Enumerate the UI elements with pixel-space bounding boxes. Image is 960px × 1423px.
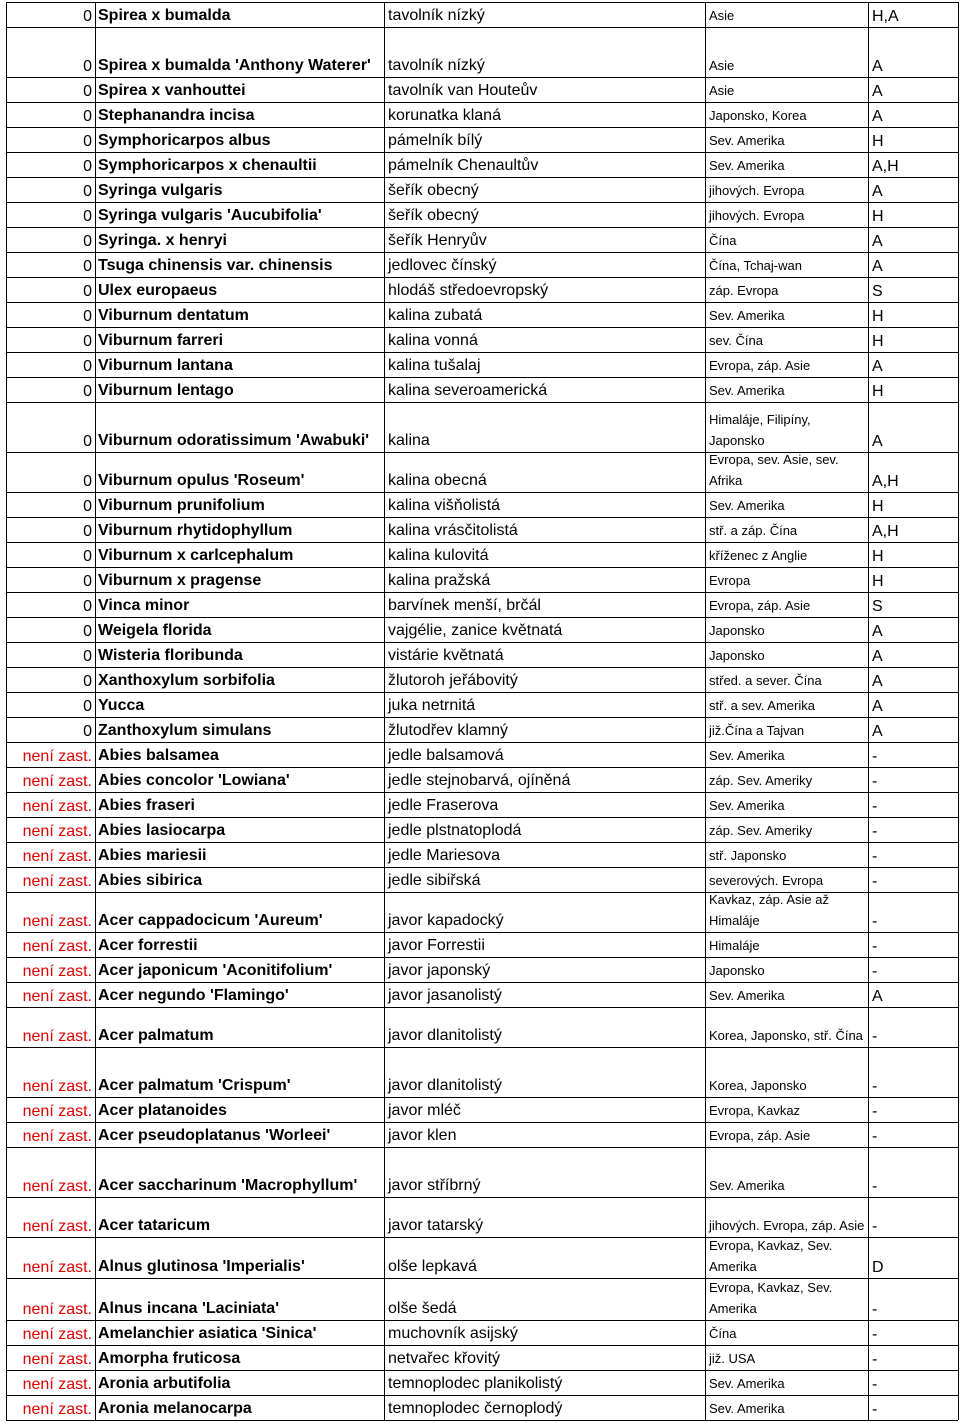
origin-cell: Evropa, záp. Asie [709,358,811,373]
status-cell: není zast. [22,1259,92,1276]
origin-cell: Japonsko [709,963,765,978]
status-cell: není zast. [22,988,92,1005]
origin-cell: kříženec z Anglie [709,548,808,563]
czech-cell: javor dlanitolistý [388,1077,502,1094]
code-cell: A [872,698,883,715]
origin-cell: Korea, Japonsko [709,1078,807,1093]
status-cell: 0 [83,383,92,400]
table-row [0,867,960,892]
code-cell: - [872,823,878,840]
latin-cell: Aronia arbutifolia [98,1375,231,1392]
czech-cell: jedle stejnobarvá, ojíněná [388,772,571,789]
table-row [0,202,960,227]
table-row [0,1007,960,1047]
table-row [0,517,960,542]
table-row [0,2,960,27]
code-cell: H [872,333,884,350]
code-cell: A,H [872,473,899,490]
latin-cell: Abies lasiocarpa [98,822,226,839]
latin-cell: Viburnum x pragense [98,572,262,589]
origin-cell: Sev. Amerika [709,1401,785,1416]
czech-cell: vistárie květnatá [388,647,504,664]
table-row [0,932,960,957]
latin-cell: Viburnum rhytidophyllum [98,522,293,539]
status-cell: 0 [83,598,92,615]
origin-cell: Sev. Amerika [709,308,785,323]
latin-cell: Amorpha fruticosa [98,1350,241,1367]
latin-cell: Viburnum odoratissimum 'Awabuki' [98,432,370,449]
status-cell: 0 [83,623,92,640]
table-row [0,127,960,152]
table-row [0,1395,960,1420]
table-row [0,302,960,327]
latin-cell: Acer forrestii [98,937,198,954]
latin-cell: Acer pseudoplatanus 'Worleei' [98,1127,331,1144]
table-row [0,1278,960,1320]
czech-cell: jedle Mariesova [388,847,501,864]
origin-cell: Asie [709,83,735,98]
status-cell: není zast. [22,1301,92,1318]
latin-cell: Syringa. x henryi [98,232,227,249]
latin-cell: Alnus incana 'Laciniata' [98,1300,279,1317]
origin-cell: sev. Čína [709,333,763,348]
origin-cell: Čína [709,1326,737,1341]
table-row [0,1147,960,1197]
origin-cell: Čína [709,233,737,248]
latin-cell: Spirea x bumalda 'Anthony Waterer' [98,57,371,74]
status-cell: není zast. [22,773,92,790]
status-cell: není zast. [22,1218,92,1235]
status-cell: 0 [83,698,92,715]
status-cell: 0 [83,8,92,25]
origin-cell: stř. a záp. Čína [709,523,798,538]
code-cell: - [872,773,878,790]
code-cell: - [872,1376,878,1393]
code-cell: H [872,308,884,325]
czech-cell: žlutoroh jeřábovitý [388,672,518,689]
table-row [0,102,960,127]
table-row [0,227,960,252]
code-cell: A [872,623,883,640]
status-cell: 0 [83,573,92,590]
code-cell: - [872,1326,878,1343]
origin-cell: Evropa, Kavkaz, Sev. Amerika [709,1238,833,1274]
code-cell: A,H [872,158,899,175]
code-cell: - [872,1351,878,1368]
table-row [0,617,960,642]
czech-cell: javor Forrestii [388,937,485,954]
origin-cell: Sev. Amerika [709,748,785,763]
table-row [0,327,960,352]
origin-cell: Asie [709,8,735,23]
origin-cell: Sev. Amerika [709,158,785,173]
code-cell: A [872,358,883,375]
latin-cell: Viburnum prunifolium [98,497,265,514]
status-cell: není zast. [22,848,92,865]
origin-cell: jihových. Evropa, záp. Asie [709,1218,865,1233]
latin-cell: Abies balsamea [98,747,219,764]
latin-cell: Weigela florida [98,622,212,639]
czech-cell: šeřík obecný [388,207,479,224]
status-cell: 0 [83,333,92,350]
code-cell: S [872,598,883,615]
origin-cell: Sev. Amerika [709,383,785,398]
origin-cell: Evropa, Kavkaz [709,1103,801,1118]
status-cell: 0 [83,158,92,175]
table-row [0,692,960,717]
czech-cell: šeřík Henryův [388,232,487,249]
status-cell: 0 [83,208,92,225]
status-cell: 0 [83,523,92,540]
table-row [0,492,960,517]
latin-cell: Wisteria floribunda [98,647,243,664]
latin-cell: Acer palmatum 'Crispum' [98,1077,291,1094]
czech-cell: javor jasanolistý [388,987,502,1004]
origin-cell: Japonsko [709,623,765,638]
code-cell: - [872,1178,878,1195]
status-cell: 0 [83,233,92,250]
code-cell: - [872,1401,878,1418]
code-cell: A [872,648,883,665]
table-row [0,767,960,792]
czech-cell: javor japonský [388,962,491,979]
table-row [0,402,960,452]
status-cell: 0 [83,283,92,300]
status-cell: 0 [83,673,92,690]
latin-cell: Syringa vulgaris 'Aucubifolia' [98,207,322,224]
table-row [0,982,960,1007]
origin-cell: Sev. Amerika [709,798,785,813]
origin-cell: Himaláje [709,938,760,953]
czech-cell: kalina vonná [388,332,478,349]
origin-cell: již.Čína a Tajvan [709,723,805,738]
origin-cell: Evropa, záp. Asie [709,1128,811,1143]
table-row [0,1197,960,1237]
latin-cell: Acer negundo 'Flamingo' [98,987,289,1004]
czech-cell: temnoplodec planikolistý [388,1375,563,1392]
table-row [0,177,960,202]
origin-cell: severových. Evropa [709,873,824,888]
czech-cell: vajgélie, zanice květnatá [388,622,563,639]
status-cell: není zast. [22,1178,92,1195]
czech-cell: kalina pražská [388,572,491,589]
status-cell: není zast. [22,1028,92,1045]
status-cell: není zast. [22,1326,92,1343]
table-row [0,792,960,817]
table-row [0,1237,960,1278]
code-cell: H [872,133,884,150]
czech-cell: pámelník Chenaultův [388,157,539,174]
code-cell: A,H [872,523,899,540]
status-cell: 0 [83,108,92,125]
origin-cell: Evropa, sev. Asie, sev. Afrika [709,452,839,488]
origin-cell: jihových. Evropa [709,208,805,223]
status-cell: není zast. [22,1351,92,1368]
origin-cell: Asie [709,58,735,73]
table-row [0,1320,960,1345]
czech-cell: netvařec křovitý [388,1350,501,1367]
czech-cell: kalina vrásčitolistá [388,522,518,539]
latin-cell: Ulex europaeus [98,282,218,299]
table-row [0,892,960,932]
table-row [0,742,960,767]
status-cell: 0 [83,648,92,665]
code-cell: A [872,183,883,200]
table-row [0,352,960,377]
origin-cell: Sev. Amerika [709,133,785,148]
czech-cell: olše šedá [388,1300,457,1317]
czech-cell: javor dlanitolistý [388,1027,502,1044]
czech-cell: tavolník nízký [388,7,485,24]
code-cell: - [872,873,878,890]
code-cell: - [872,1078,878,1095]
code-cell: - [872,913,878,930]
czech-cell: kalina obecná [388,472,487,489]
latin-cell: Acer palmatum [98,1027,214,1044]
code-cell: H [872,573,884,590]
status-cell: není zast. [22,913,92,930]
origin-cell: Sev. Amerika [709,988,785,1003]
table-row [0,27,960,77]
code-cell: - [872,748,878,765]
origin-cell: Evropa [709,573,751,588]
origin-cell: záp. Evropa [709,283,779,298]
table-row [0,1345,960,1370]
origin-cell: záp. Sev. Ameriky [709,823,813,838]
czech-cell: tavolník nízký [388,57,485,74]
czech-cell: tavolník van Houteův [388,82,538,99]
czech-cell: barvínek menší, brčál [388,597,541,614]
czech-cell: jedle Fraserova [388,797,499,814]
status-cell: není zast. [22,938,92,955]
code-cell: - [872,848,878,865]
status-cell: 0 [83,473,92,490]
code-cell: D [872,1259,884,1276]
latin-cell: Zanthoxylum simulans [98,722,272,739]
code-cell: H,A [872,8,899,25]
origin-cell: Japonsko, Korea [709,108,807,123]
latin-cell: Viburnum farreri [98,332,224,349]
code-cell: A [872,433,883,450]
code-cell: - [872,963,878,980]
czech-cell: jedlovec čínský [388,257,497,274]
status-cell: 0 [83,83,92,100]
czech-cell: šeřík obecný [388,182,479,199]
czech-cell: juka netrnitá [388,697,476,714]
latin-cell: Abies fraseri [98,797,195,814]
czech-cell: hlodáš středoevropský [388,282,549,299]
status-cell: není zast. [22,823,92,840]
latin-cell: Acer platanoides [98,1102,227,1119]
table-row [0,667,960,692]
latin-cell: Alnus glutinosa 'Imperialis' [98,1258,305,1275]
status-cell: není zast. [22,1078,92,1095]
latin-cell: Viburnum x carlcephalum [98,547,294,564]
code-cell: A [872,83,883,100]
czech-cell: javor kapadocký [388,912,504,929]
origin-cell: Sev. Amerika [709,1178,785,1193]
table-row [0,252,960,277]
czech-cell: olše lepkavá [388,1258,477,1275]
latin-cell: Acer cappadocicum 'Aureum' [98,912,323,929]
origin-cell: střed. a sever. Čína [709,673,822,688]
status-cell: není zast. [22,1401,92,1418]
czech-cell: kalina kulovitá [388,547,489,564]
status-cell: není zast. [22,873,92,890]
czech-cell: javor mléč [388,1102,461,1119]
code-cell: - [872,1103,878,1120]
table-row [0,77,960,102]
table-row [0,277,960,302]
table-row [0,1047,960,1097]
latin-cell: Acer japonicum 'Aconitifolium' [98,962,333,979]
code-cell: A [872,988,883,1005]
table-row [0,957,960,982]
origin-cell: již. USA [709,1351,756,1366]
czech-cell: kalina [388,432,430,449]
latin-cell: Viburnum opulus 'Roseum' [98,472,305,489]
latin-cell: Abies mariesii [98,847,207,864]
czech-cell: kalina višňolistá [388,497,501,514]
status-cell: 0 [83,498,92,515]
origin-cell: Sev. Amerika [709,1376,785,1391]
table-row [0,452,960,492]
origin-cell: Japonsko [709,648,765,663]
latin-cell: Viburnum lantana [98,357,233,374]
latin-cell: Amelanchier asiatica 'Sinica' [98,1325,317,1342]
latin-cell: Tsuga chinensis var. chinensis [98,257,333,274]
status-cell: 0 [83,133,92,150]
table-row [0,1370,960,1395]
latin-cell: Aronia melanocarpa [98,1400,252,1417]
table-row [0,567,960,592]
czech-cell: javor klen [388,1127,457,1144]
status-cell: není zast. [22,798,92,815]
latin-cell: Spirea x vanhouttei [98,82,246,99]
table-row [0,377,960,402]
czech-cell: žlutodřev klamný [388,722,509,739]
latin-cell: Acer saccharinum 'Macrophyllum' [98,1177,358,1194]
status-cell: 0 [83,723,92,740]
code-cell: - [872,1218,878,1235]
origin-cell: záp. Sev. Ameriky [709,773,813,788]
code-cell: H [872,498,884,515]
code-cell: H [872,208,884,225]
latin-cell: Acer tataricum [98,1217,211,1234]
table-row [0,717,960,742]
latin-cell: Viburnum dentatum [98,307,249,324]
code-cell: A [872,258,883,275]
code-cell: S [872,283,883,300]
origin-cell: Himaláje, Filipíny, Japonsko [709,412,811,448]
code-cell: H [872,548,884,565]
code-cell: H [872,383,884,400]
latin-cell: Xanthoxylum sorbifolia [98,672,275,689]
status-cell: 0 [83,358,92,375]
code-cell: - [872,1128,878,1145]
status-cell: není zast. [22,1103,92,1120]
latin-cell: Abies sibirica [98,872,203,889]
czech-cell: pámelník bílý [388,132,483,149]
origin-cell: Evropa, záp. Asie [709,598,811,613]
czech-cell: kalina tušalaj [388,357,481,374]
table-row [0,642,960,667]
code-cell: - [872,1301,878,1318]
status-cell: není zast. [22,748,92,765]
status-cell: 0 [83,308,92,325]
status-cell: 0 [83,183,92,200]
czech-cell: jedle plstnatoplodá [388,822,522,839]
latin-cell: Yucca [98,697,145,714]
code-cell: A [872,108,883,125]
czech-cell: temnoplodec černoplodý [388,1400,563,1417]
table-row [0,592,960,617]
code-cell: A [872,58,883,75]
latin-cell: Vinca minor [98,597,190,614]
origin-cell: Evropa, Kavkaz, Sev. Amerika [709,1280,833,1316]
czech-cell: jedle sibiřská [388,872,481,889]
latin-cell: Viburnum lentago [98,382,234,399]
status-cell: není zast. [22,1128,92,1145]
code-cell: A [872,723,883,740]
table-row [0,542,960,567]
status-cell: není zast. [22,963,92,980]
code-cell: A [872,233,883,250]
origin-cell: Korea, Japonsko, stř. Čína [709,1028,863,1043]
table-row [0,1097,960,1122]
origin-cell: stř. Japonsko [709,848,787,863]
latin-cell: Symphoricarpos x chenaultii [98,157,317,174]
latin-cell: Stephanandra incisa [98,107,255,124]
code-cell: - [872,938,878,955]
table-row [0,152,960,177]
latin-cell: Symphoricarpos albus [98,132,271,149]
table-row [0,1122,960,1147]
origin-cell: Kavkaz, záp. Asie až Himaláje [709,892,829,928]
czech-cell: muchovník asijský [388,1325,518,1342]
origin-cell: Čína, Tchaj-wan [709,258,802,273]
latin-cell: Abies concolor 'Lowiana' [98,772,290,789]
status-cell: 0 [83,548,92,565]
status-cell: 0 [83,58,92,75]
origin-cell: stř. a sev. Amerika [709,698,815,713]
code-cell: - [872,1028,878,1045]
latin-cell: Syringa vulgaris [98,182,223,199]
czech-cell: korunatka klaná [388,107,501,124]
status-cell: 0 [83,433,92,450]
czech-cell: javor tatarský [388,1217,484,1234]
origin-cell: Sev. Amerika [709,498,785,513]
latin-cell: Spirea x bumalda [98,7,231,24]
origin-cell: jihových. Evropa [709,183,805,198]
code-cell: A [872,673,883,690]
czech-cell: javor stříbrný [388,1177,481,1194]
table-row [0,817,960,842]
czech-cell: kalina zubatá [388,307,483,324]
czech-cell: jedle balsamová [388,747,504,764]
code-cell: - [872,798,878,815]
czech-cell: kalina severoamerická [388,382,548,399]
status-cell: není zast. [22,1376,92,1393]
status-cell: 0 [83,258,92,275]
table-row [0,842,960,867]
